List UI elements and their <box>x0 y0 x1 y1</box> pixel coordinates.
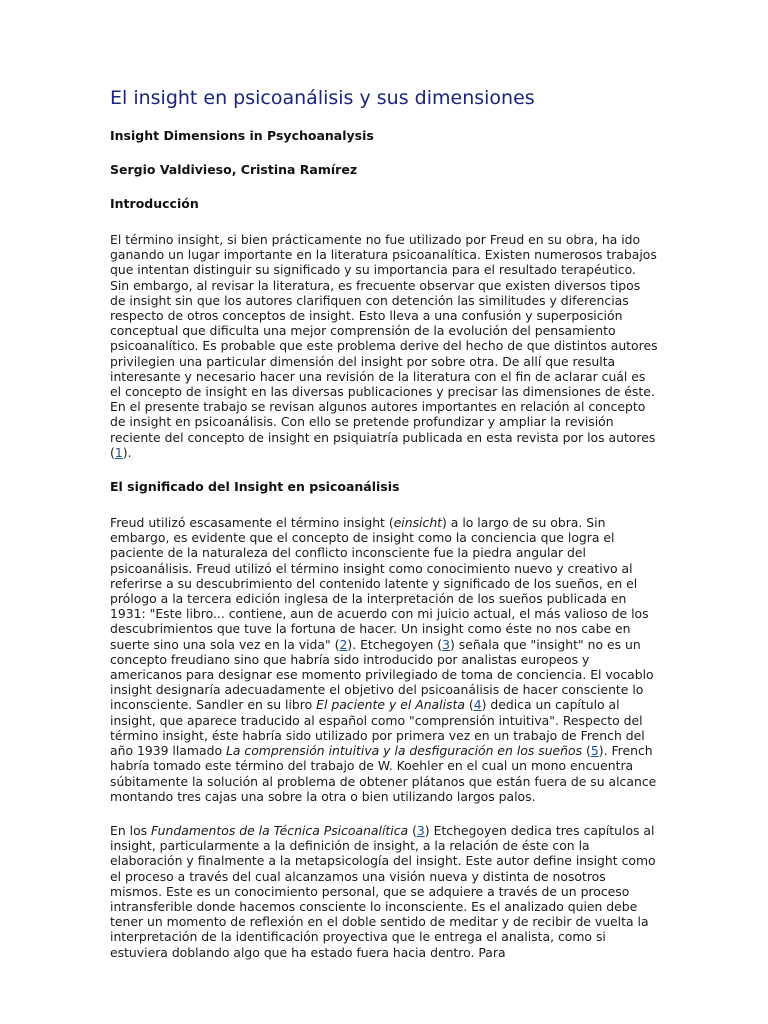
text-run: ( <box>408 822 417 838</box>
italic-paper-title: La comprensión intuitiva y la desfiguración en los sueños <box>225 743 583 759</box>
article-title: El insight en psicoanálisis y sus dimensiones <box>110 87 535 109</box>
reference-link-3[interactable]: 3 <box>416 822 425 838</box>
text-run: El término insight, si bien prácticamente no fue utilizado por Freud en su obra, ha ido ganando un lugar importante en la literatura psicoanalítica. Existen numerosos trabajos que intentan distinguir su significado y su importancia para el resultado terapéutico. Sin embargo, al revisar la literatura, es frecuente observar que existen diversos tipos de insight sin que los autores clarifiquen con detención las similitudes y diferencias respecto de otros conceptos de insight. Esto lleva a una confusión y superposición conceptual que dificulta una mejor comprensión de la evolución del pensamiento psicoanalítico. Es probable que este problema derive del hecho de que distintos autores privilegien una particular dimensión del insight por sobre otra. De allí que resulta interesante y necesario hacer una revisión de la literatura con el fin de aclarar cuál es el concepto de insight en las diversas publicaciones y precisar las dimensiones de éste. En el presente trabajo se revisan algunos autores importantes en relación al concepto de insight en psicoanálisis. Con ello se pretende profundizar y ampliar la revisión reciente del concepto de insight en psiquiatría publicada en esta revista por los autores ( <box>110 232 658 460</box>
paragraph-intro <box>110 232 658 460</box>
text-run: ( <box>464 697 474 713</box>
reference-link-4[interactable]: 4 <box>473 697 482 713</box>
text-run: ). Etchegoyen ( <box>347 636 443 652</box>
article-authors: Sergio Valdivieso, Cristina Ramírez <box>110 162 358 177</box>
text-run: ). <box>122 444 132 460</box>
article-subtitle: Insight Dimensions in Psychoanalysis <box>110 128 374 143</box>
text-run: Freud utilizó escasamente el término insight ( <box>110 515 394 531</box>
italic-term: einsicht <box>393 515 443 531</box>
paragraph-freud <box>110 515 658 804</box>
text-run: ( <box>582 743 591 759</box>
reference-link-5[interactable]: 5 <box>590 743 599 759</box>
section-heading-introduction: Introducción <box>110 196 199 211</box>
text-run: ) señala que "insight" no es un concepto freudiano sino que habría sido introducido por analistas europeos y americanos para designar ese momento privilegiado de toma de conciencia. El vocablo insight designaría adecuadamente el objetivo del psicoanálisis de hacer consciente lo inconsciente. Sandler en su libro <box>110 636 654 713</box>
reference-link-1[interactable]: 1 <box>114 444 123 460</box>
text-run: En los <box>110 822 152 838</box>
italic-book-title: El paciente y el Analista <box>316 697 465 713</box>
reference-link-2[interactable]: 2 <box>339 636 348 652</box>
paragraph-etchegoyen <box>110 823 658 960</box>
section-heading-meaning: El significado del Insight en psicoanálisis <box>110 479 400 495</box>
text-run: ). French habría tomado este término del trabajo de W. Koehler en el cual un mono encuentra súbitamente la solución al problema de obtener plátanos que están fuera de su alcance montando tres cajas una sobre la otra o bien utilizando largos palos. <box>110 743 657 804</box>
text-run: ) Etchegoyen dedica tres capítulos al insight, particularmente a la definición de insight, a la relación de éste con la elaboración y finalmente a la metapsicología del insight. Este autor define insight como el proceso a través del cual alcanzamos una visión nueva y distinta de nosotros mismos. Este es un conocimiento personal, que se adquiere a través de un proceso intransferible donde hacemos consciente lo inconsciente. Es el analizado quien debe tener un momento de reflexión en el doble sentido de meditar y de recibir de vuelta la interpretación de la identificación proyectiva que le entrega el analista, como si estuviera doblando algo que ha estado fuera hacia dentro. Para <box>110 822 656 960</box>
text-run: ) dedica un capítulo al insight, que aparece traducido al español como "comprensión intuitiva". Respecto del término insight, éste habría sido utilizado por primera vez en un trabajo de French del año 1939 llamado <box>110 697 645 759</box>
reference-link-3[interactable]: 3 <box>442 636 450 652</box>
italic-book-title: Fundamentos de la Técnica Psicoanalítica <box>151 822 409 838</box>
article <box>110 86 658 979</box>
text-run: ) a lo largo de su obra. Sin embargo, es evidente que el concepto de insight como la conciencia que logra el paciente de la naturaleza del conflicto inconsciente fue la piedra angular del psicoanálisis. Freud utilizó el término insight como conocimiento nuevo y creativo al referirse a su descubrimiento del contenido latente y significado de los sueños, en el prólogo a la tercera edición inglesa de la interpretación de los sueños publicada en 1931: "Este libro... contiene, aun de acuerdo con mi juicio actual, el más valioso de los descubrimientos que tuve la fortuna de hacer. Un insight como éste no nos cabe en suerte sino una sola vez en la vida" ( <box>110 515 649 652</box>
